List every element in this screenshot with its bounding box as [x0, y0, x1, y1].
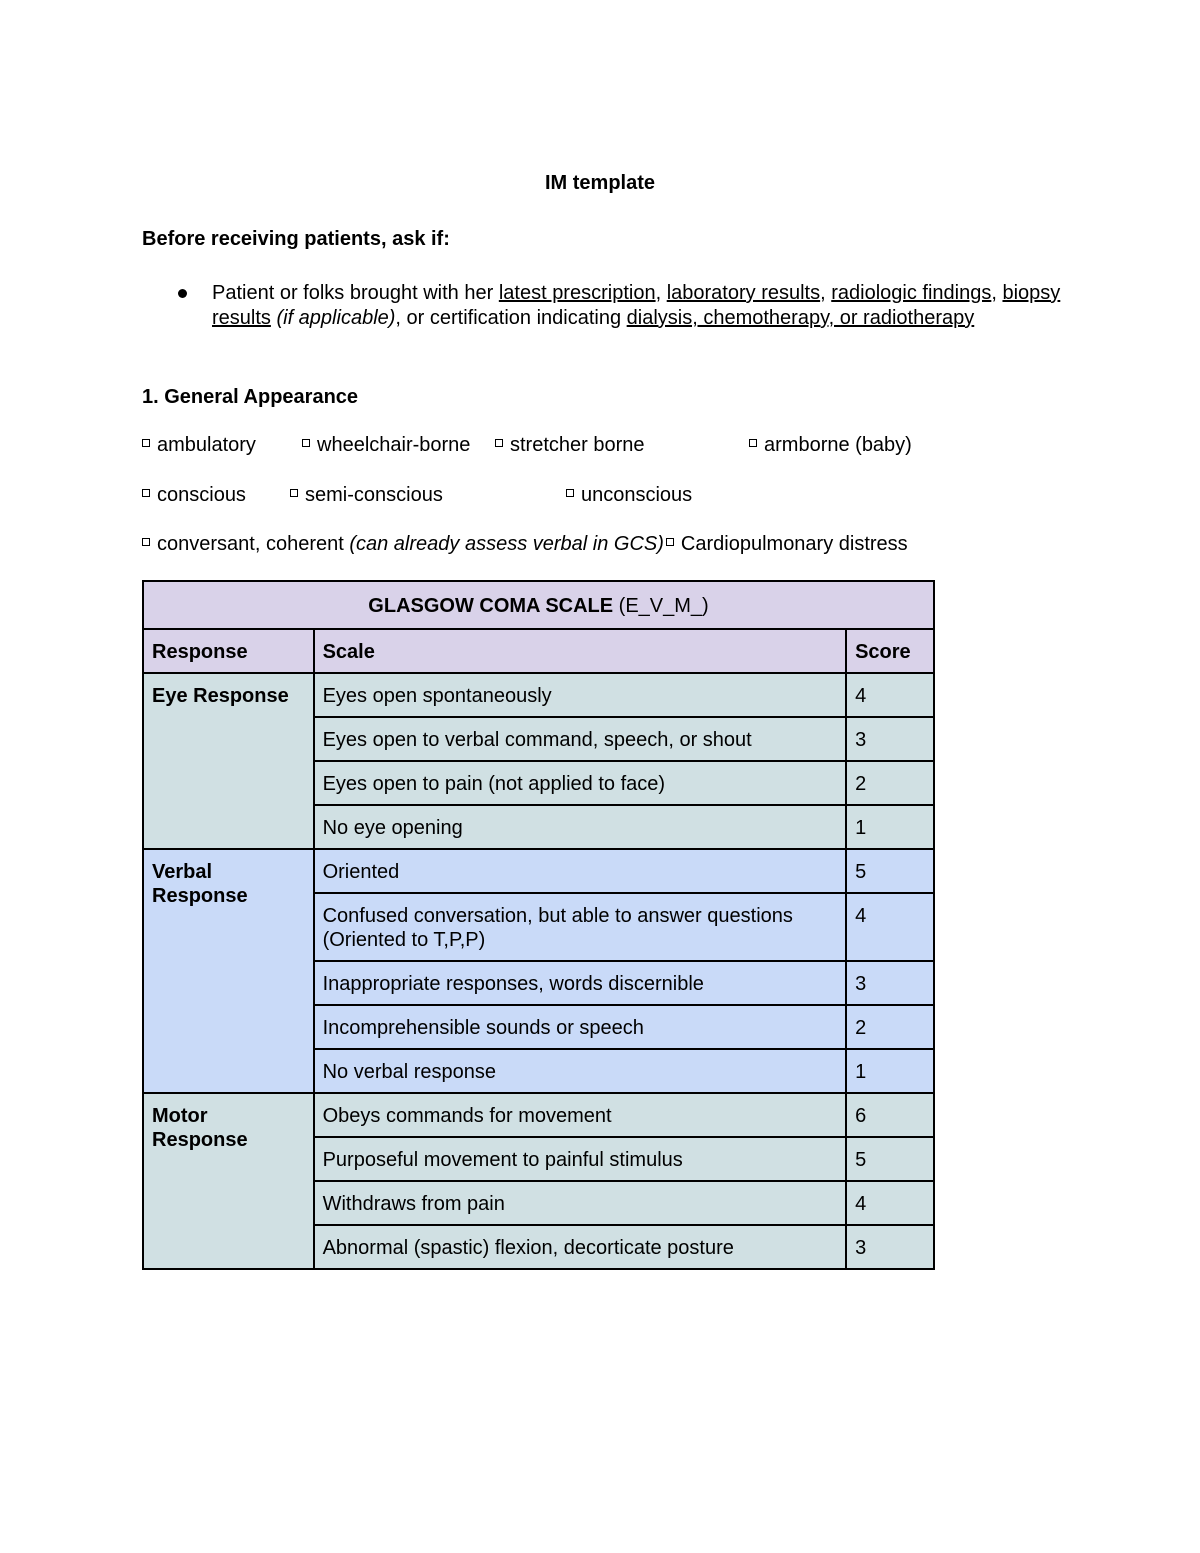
checkbox-icon[interactable] [142, 439, 150, 447]
bullet-icon [178, 289, 187, 298]
gcs-header-row [143, 629, 934, 673]
prelude-heading: Before receiving patients, ask if: [142, 228, 450, 250]
table-row [143, 1093, 934, 1137]
checkbox-icon[interactable] [142, 489, 150, 497]
option-unconscious[interactable]: unconscious [566, 484, 692, 507]
general-appearance-heading: 1. General Appearance [142, 386, 359, 408]
header-response: Response [143, 629, 314, 673]
scale-cell: Confused conversation, but able to answer questions (Oriented to T,P,P) [314, 893, 846, 961]
table-row [143, 673, 934, 717]
option-stretcher-borne[interactable]: stretcher borne [495, 434, 645, 457]
scale-cell: Incomprehensible sounds or speech [314, 1005, 846, 1049]
checkbox-icon[interactable] [302, 439, 310, 447]
scale-cell: Eyes open to verbal command, speech, or shout [314, 717, 846, 761]
conversation-options [142, 533, 1142, 559]
score-cell: 2 [846, 1005, 934, 1049]
checkbox-icon[interactable] [290, 489, 298, 497]
option-conversant[interactable]: conversant, coherent (can already assess verbal in GCS) Cardiopulmonary distress [142, 533, 908, 556]
score-cell: 3 [846, 961, 934, 1005]
scale-cell: No verbal response [314, 1049, 846, 1093]
score-cell: 1 [846, 805, 934, 849]
score-cell: 1 [846, 1049, 934, 1093]
checkbox-icon[interactable] [749, 439, 757, 447]
option-wheelchair-borne[interactable]: wheelchair-borne [302, 434, 470, 457]
page-title: IM template [544, 172, 656, 194]
verbal-response-label: Verbal Response [143, 849, 314, 1093]
checkbox-icon[interactable] [566, 489, 574, 497]
scale-cell: Withdraws from pain [314, 1181, 846, 1225]
header-scale: Scale [314, 629, 846, 673]
scale-cell: Obeys commands for movement [314, 1093, 846, 1137]
score-cell: 4 [846, 893, 934, 961]
scale-cell: No eye opening [314, 805, 846, 849]
score-cell: 6 [846, 1093, 934, 1137]
score-cell: 5 [846, 1137, 934, 1181]
motor-response-label: Motor Response [143, 1093, 314, 1269]
eye-response-label: Eye Response [143, 673, 314, 849]
score-cell: 4 [846, 1181, 934, 1225]
mobility-options [142, 434, 1142, 460]
consciousness-options [142, 484, 1142, 510]
option-armborne[interactable]: armborne (baby) [749, 434, 912, 457]
scale-cell: Eyes open to pain (not applied to face) [314, 761, 846, 805]
score-cell: 3 [846, 1225, 934, 1269]
scale-cell: Purposeful movement to painful stimulus [314, 1137, 846, 1181]
scale-cell: Eyes open spontaneously [314, 673, 846, 717]
score-cell: 3 [846, 717, 934, 761]
scale-cell: Oriented [314, 849, 846, 893]
scale-cell: Inappropriate responses, words discernible [314, 961, 846, 1005]
score-cell: 4 [846, 673, 934, 717]
checkbox-icon[interactable] [495, 439, 503, 447]
checkbox-icon[interactable] [142, 538, 150, 546]
option-conscious[interactable]: conscious [142, 484, 246, 507]
option-semi-conscious[interactable]: semi-conscious [290, 484, 443, 507]
table-row [143, 849, 934, 893]
scale-cell: Abnormal (spastic) flexion, decorticate posture [314, 1225, 846, 1269]
header-score: Score [846, 629, 934, 673]
bullet-text: Patient or folks brought with her latest prescription, laboratory results, radiologic findings, biopsy results (if applicable), or certification indicating dialysis, chemotherapy, or radiotherapy [212, 282, 1061, 329]
option-cardiopulmonary-distress[interactable]: Cardiopulmonary distress [680, 533, 908, 555]
option-ambulatory[interactable]: ambulatory [142, 434, 256, 457]
gcs-title: GLASGOW COMA SCALE (E_V_M_) [143, 581, 934, 629]
score-cell: 2 [846, 761, 934, 805]
checkbox-icon[interactable] [666, 538, 674, 546]
glasgow-coma-scale-table [142, 580, 935, 1270]
gcs-title-row [143, 581, 934, 629]
score-cell: 5 [846, 849, 934, 893]
